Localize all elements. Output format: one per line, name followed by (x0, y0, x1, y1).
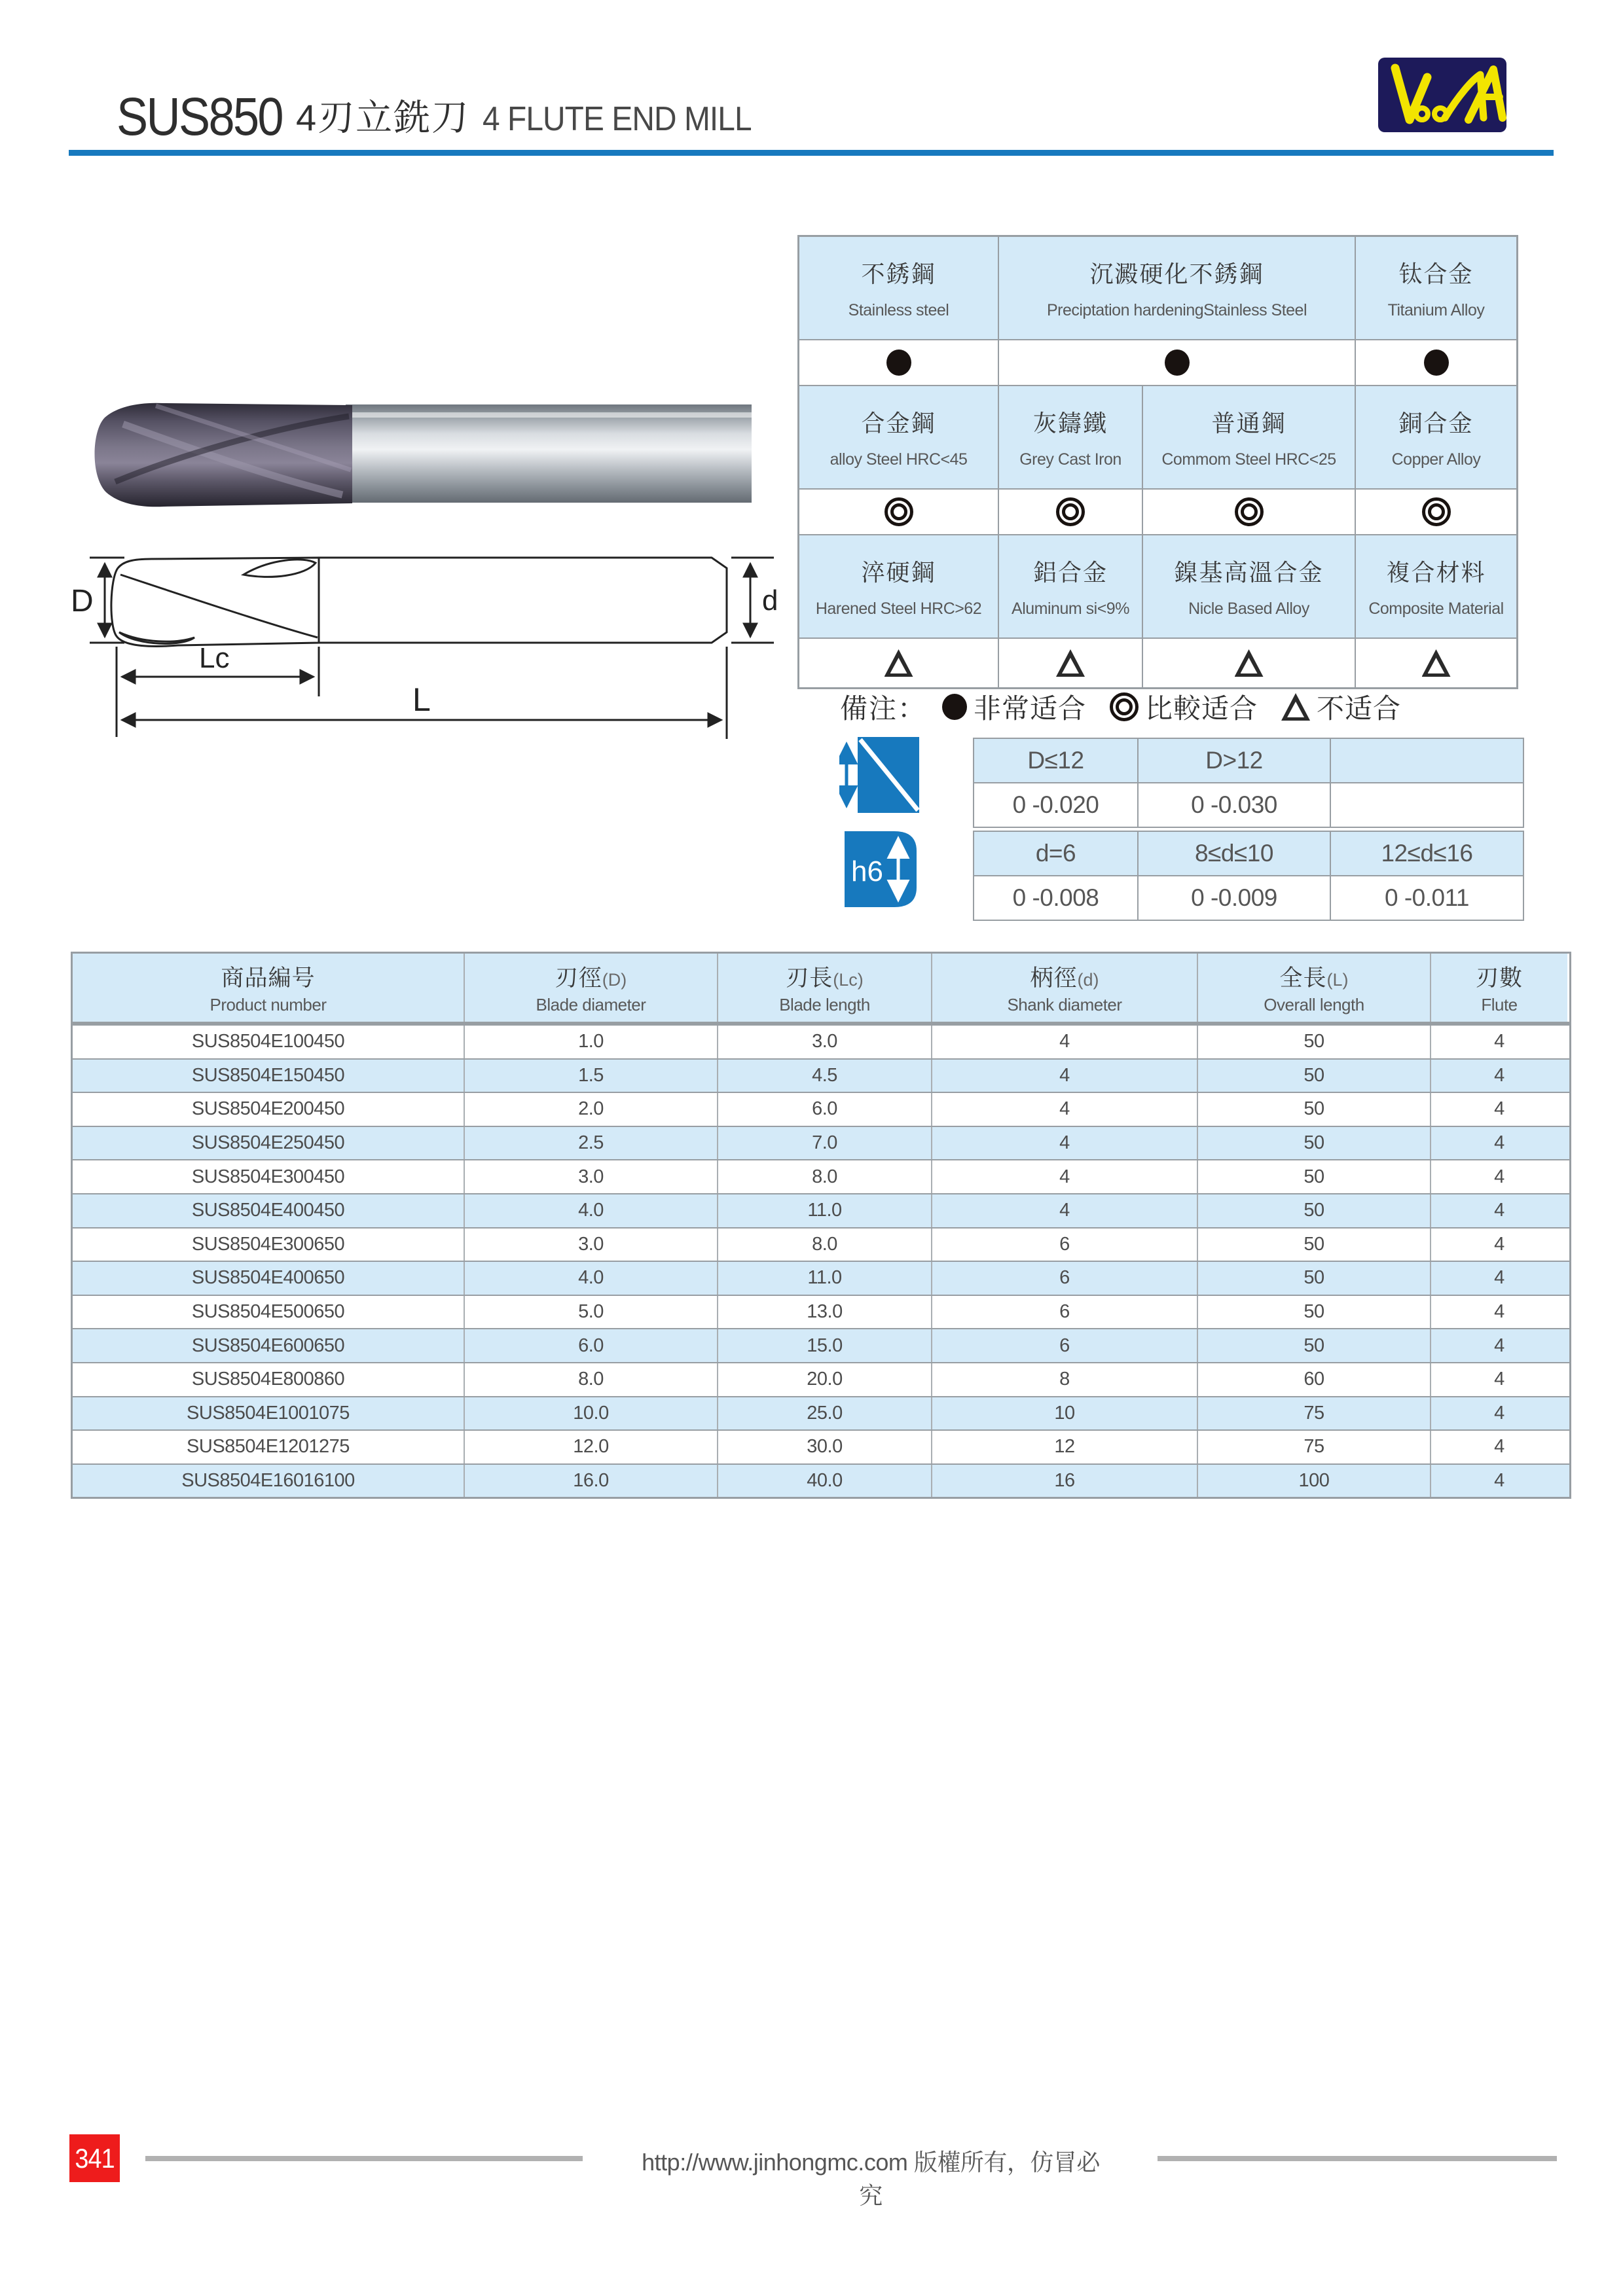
table-row (73, 1362, 1569, 1396)
column-header: 刃徑 (D) Blade diameter (464, 954, 717, 1022)
product-table (71, 952, 1571, 1499)
table-row (73, 1126, 1569, 1160)
tolerance-header (1330, 739, 1523, 782)
legend-item: 不适合 (1281, 687, 1401, 726)
page-title: SUS850 (117, 87, 282, 147)
header-divider (69, 150, 1554, 156)
shank-diameter-cell: 4 (931, 1127, 1197, 1160)
flute-count-cell: 4 (1430, 1296, 1567, 1329)
h6-label: h6 (851, 855, 883, 888)
product-number-cell: SUS8504E250450 (191, 1132, 345, 1154)
overall-length-cell: 50 (1197, 1262, 1430, 1295)
dim-label-d: d (762, 584, 778, 617)
material-cell: 淬硬鋼 Harened Steel HRC>62 (799, 535, 998, 637)
flute-count-cell: 4 (1430, 1397, 1567, 1430)
table-row (73, 1159, 1569, 1193)
product-number-cell: SUS8504E500650 (191, 1301, 345, 1323)
double-circle-icon (1422, 497, 1451, 526)
material-header-row (799, 237, 1516, 339)
shank-diameter-cell: 6 (931, 1329, 1197, 1362)
double-circle-icon (1056, 497, 1085, 526)
legend-item: 比較适合 (1110, 687, 1258, 726)
tolerance-header: 12≤d≤16 (1330, 832, 1523, 875)
column-header: 全長 (L) Overall length (1197, 954, 1430, 1022)
material-header-row (799, 534, 1516, 637)
footer-divider-right (1158, 2156, 1557, 2161)
product-table-header (73, 954, 1569, 1024)
subtitle-chinese: 4刃立銑刀 (296, 97, 470, 138)
blade-length-cell: 30.0 (717, 1431, 931, 1463)
shank-diameter-cell: 4 (931, 1026, 1197, 1058)
material-cell: 複合材料 Composite Material (1355, 535, 1516, 637)
triangle-icon (1235, 649, 1264, 677)
filled-circle-icon (886, 350, 911, 376)
filled-circle-icon (942, 694, 967, 720)
overall-length-cell: 50 (1197, 1060, 1430, 1092)
product-number-cell: SUS8504E600650 (191, 1335, 345, 1356)
product-number-cell: SUS8504E1201275 (187, 1436, 350, 1458)
flute-count-cell: 4 (1430, 1229, 1567, 1261)
blade-diameter-cell: 6.0 (464, 1329, 717, 1362)
tolerance-value: 0 -0.008 (1012, 884, 1099, 911)
table-row (73, 1261, 1569, 1295)
diameter-tolerance-icon (839, 734, 921, 816)
blade-diameter-cell: 4.0 (464, 1194, 717, 1227)
table-row (73, 1429, 1569, 1463)
blade-diameter-tolerance-table (973, 738, 1524, 828)
table-row (73, 1227, 1569, 1261)
material-symbol-row (799, 488, 1516, 534)
shank-diameter-cell: 10 (931, 1397, 1197, 1430)
subtitle-english: 4 FLUTE END MILL (483, 100, 752, 138)
material-cell: 灰鑄鐵 Grey Cast Iron (998, 386, 1142, 488)
shank-diameter-cell: 8 (931, 1363, 1197, 1396)
product-number-cell: SUS8504E300450 (191, 1166, 345, 1187)
blade-length-cell: 11.0 (717, 1194, 931, 1227)
blade-length-cell: 7.0 (717, 1127, 931, 1160)
table-row (73, 1463, 1569, 1498)
shank-diameter-cell: 4 (931, 1093, 1197, 1126)
table-row (73, 1328, 1569, 1362)
material-cell: 銅合金 Copper Alloy (1355, 386, 1516, 488)
flute-count-cell: 4 (1430, 1093, 1567, 1126)
triangle-icon (884, 649, 913, 677)
blade-diameter-cell: 8.0 (464, 1363, 717, 1396)
footer-divider-left (145, 2156, 583, 2161)
tolerance-header: d=6 (974, 832, 1137, 875)
blade-diameter-cell: 3.0 (464, 1160, 717, 1193)
shank-diameter-cell: 12 (931, 1431, 1197, 1463)
page-number: 341 (75, 2142, 115, 2174)
blade-diameter-cell: 2.5 (464, 1127, 717, 1160)
dim-label-D: D (71, 584, 94, 619)
blade-length-cell: 6.0 (717, 1093, 931, 1126)
blade-length-cell: 40.0 (717, 1465, 931, 1498)
flute-count-cell: 4 (1430, 1127, 1567, 1160)
overall-length-cell: 50 (1197, 1229, 1430, 1261)
dim-label-Lc: Lc (199, 642, 230, 674)
product-number-cell: SUS8504E16016100 (181, 1470, 355, 1492)
blade-diameter-cell: 3.0 (464, 1229, 717, 1261)
overall-length-cell: 50 (1197, 1026, 1430, 1058)
table-row (73, 1193, 1569, 1227)
shank-diameter-tolerance-table (973, 831, 1524, 921)
double-circle-icon (1235, 497, 1264, 526)
legend-item: 非常适合 (942, 687, 1086, 726)
blade-length-cell: 13.0 (717, 1296, 931, 1329)
tolerance-header: D>12 (1137, 739, 1330, 782)
dimension-drawing (54, 539, 784, 744)
blade-diameter-cell: 5.0 (464, 1296, 717, 1329)
flute-count-cell: 4 (1430, 1431, 1567, 1463)
triangle-icon (1422, 649, 1451, 677)
flute-count-cell: 4 (1430, 1465, 1567, 1498)
tolerance-header: D≤12 (974, 739, 1137, 782)
tolerance-value: 0 -0.030 (1137, 783, 1330, 827)
table-row (73, 1295, 1569, 1329)
blade-diameter-cell: 10.0 (464, 1397, 717, 1430)
flute-count-cell: 4 (1430, 1060, 1567, 1092)
product-number-cell: SUS8504E200450 (191, 1098, 345, 1120)
blade-length-cell: 8.0 (717, 1229, 931, 1261)
flute-count-cell: 4 (1430, 1026, 1567, 1058)
material-symbol-row (799, 339, 1516, 385)
brand-logo (1377, 56, 1508, 134)
flute-count-cell: 4 (1430, 1363, 1567, 1396)
blade-length-cell: 11.0 (717, 1262, 931, 1295)
column-header: 刃數 Flute (1430, 954, 1567, 1022)
product-table-body (73, 1024, 1569, 1497)
blade-length-cell: 15.0 (717, 1329, 931, 1362)
page-number-badge (69, 2134, 120, 2182)
legend-label: 備注： (840, 693, 927, 724)
product-number-cell: SUS8504E100450 (191, 1031, 345, 1052)
table-row (73, 1396, 1569, 1430)
shank-diameter-cell: 4 (931, 1194, 1197, 1227)
double-circle-icon (884, 497, 913, 526)
shank-diameter-cell: 6 (931, 1296, 1197, 1329)
material-suitability-table (797, 235, 1518, 689)
blade-length-cell: 8.0 (717, 1160, 931, 1193)
suitability-legend (840, 683, 1415, 730)
material-cell: 鋁合金 Aluminum si<9% (998, 535, 1142, 637)
h6-shank-tolerance-icon (841, 829, 921, 910)
product-number-cell: SUS8504E300650 (191, 1233, 345, 1255)
material-cell: 沉澱硬化不銹鋼 Preciptation hardeningStainless Steel (998, 237, 1355, 339)
flute-count-cell: 4 (1430, 1329, 1567, 1362)
shank-diameter-cell: 16 (931, 1465, 1197, 1498)
tolerance-value: 0 -0.011 (1330, 876, 1523, 920)
copyright-text: http://www.jinhongmc.com 版權所有，仿冒必究 (642, 2149, 1100, 2209)
overall-length-cell: 50 (1197, 1194, 1430, 1227)
shank-diameter-cell: 6 (931, 1229, 1197, 1261)
material-symbol-row (799, 637, 1516, 687)
shank-diameter-cell: 6 (931, 1262, 1197, 1295)
blade-diameter-cell: 12.0 (464, 1431, 717, 1463)
flute-count-cell: 4 (1430, 1160, 1567, 1193)
material-cell: 钛合金 Titanium Alloy (1355, 237, 1516, 339)
column-header: 柄徑 (d) Shank diameter (931, 954, 1197, 1022)
tolerance-value (1330, 783, 1523, 827)
tolerance-header: 8≤d≤10 (1137, 832, 1330, 875)
product-number-cell: SUS8504E1001075 (187, 1402, 350, 1424)
end-mill-photo (77, 384, 758, 524)
shank-diameter-cell: 4 (931, 1060, 1197, 1092)
flute-count-cell: 4 (1430, 1262, 1567, 1295)
column-header: 刃長 (Lc) Blade length (717, 954, 931, 1022)
material-cell: 不銹鋼 Stainless steel (799, 237, 998, 339)
overall-length-cell: 50 (1197, 1160, 1430, 1193)
blade-length-cell: 25.0 (717, 1397, 931, 1430)
overall-length-cell: 60 (1197, 1363, 1430, 1396)
dim-label-L: L (412, 681, 431, 718)
column-header: 商品編号 Product number (73, 954, 464, 1022)
filled-circle-icon (1165, 350, 1190, 376)
overall-length-cell: 75 (1197, 1431, 1430, 1463)
material-cell: 合金鋼 alloy Steel HRC<45 (799, 386, 998, 488)
blade-diameter-cell: 16.0 (464, 1465, 717, 1498)
overall-length-cell: 50 (1197, 1329, 1430, 1362)
material-cell: 鎳基高溫合金 Nicle Based Alloy (1142, 535, 1355, 637)
tolerance-value: 0 -0.009 (1137, 876, 1330, 920)
product-number-cell: SUS8504E150450 (191, 1064, 345, 1086)
blade-diameter-cell: 2.0 (464, 1093, 717, 1126)
material-header-row (799, 385, 1516, 488)
triangle-icon (1281, 693, 1310, 721)
overall-length-cell: 50 (1197, 1296, 1430, 1329)
blade-length-cell: 3.0 (717, 1026, 931, 1058)
blade-diameter-cell: 1.5 (464, 1060, 717, 1092)
product-number-cell: SUS8504E800860 (191, 1369, 345, 1390)
overall-length-cell: 75 (1197, 1397, 1430, 1430)
double-circle-icon (1110, 692, 1139, 721)
page-subtitle (296, 99, 775, 136)
shank-diameter-cell: 4 (931, 1160, 1197, 1193)
blade-length-cell: 20.0 (717, 1363, 931, 1396)
table-row (73, 1058, 1569, 1092)
triangle-icon (1056, 649, 1085, 677)
tolerance-value: 0 -0.020 (1012, 791, 1099, 818)
overall-length-cell: 100 (1197, 1465, 1430, 1498)
blade-diameter-cell: 4.0 (464, 1262, 717, 1295)
table-row (73, 1024, 1569, 1058)
product-number-cell: SUS8504E400650 (191, 1267, 345, 1289)
blade-diameter-cell: 1.0 (464, 1026, 717, 1058)
filled-circle-icon (1424, 350, 1449, 376)
table-row (73, 1092, 1569, 1126)
product-number-cell: SUS8504E400450 (191, 1200, 345, 1221)
overall-length-cell: 50 (1197, 1127, 1430, 1160)
material-cell: 普通鋼 Commom Steel HRC<25 (1142, 386, 1355, 488)
flute-count-cell: 4 (1430, 1194, 1567, 1227)
blade-length-cell: 4.5 (717, 1060, 931, 1092)
overall-length-cell: 50 (1197, 1093, 1430, 1126)
